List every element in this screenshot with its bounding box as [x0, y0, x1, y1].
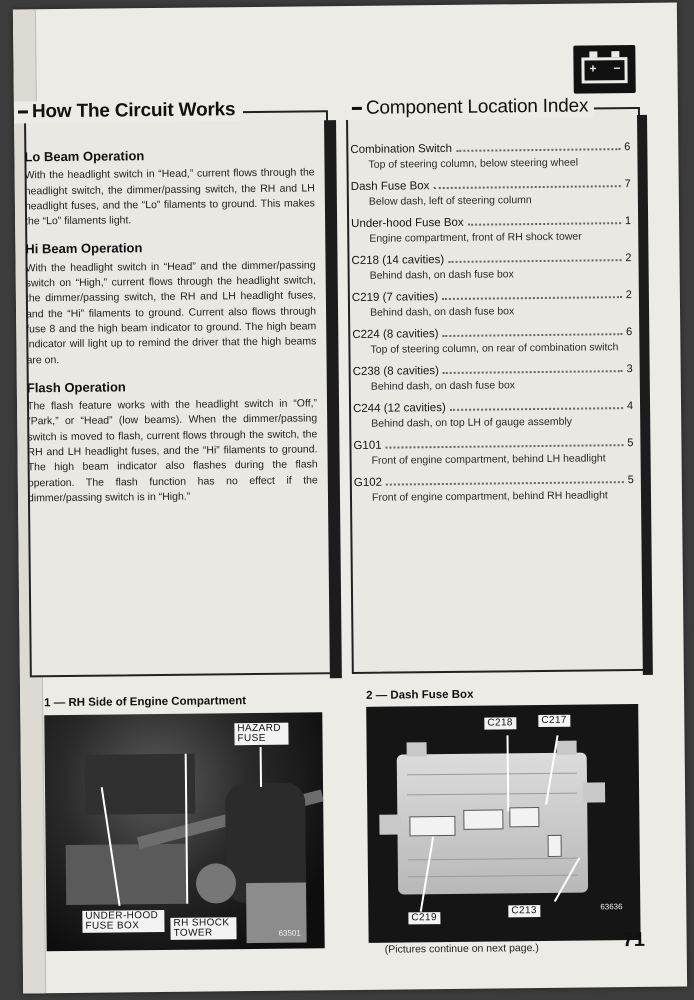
index-description: Behind dash, on dash fuse box: [370, 379, 516, 393]
index-figure-number: 5: [627, 437, 634, 450]
manual-page: [13, 3, 687, 994]
index-description: Behind dash, on top LH of gauge assembly: [371, 415, 573, 430]
connector-c218: [463, 809, 503, 829]
index-name: C238 (8 cavities): [352, 365, 440, 378]
circuit-title: How The Circuit Works: [14, 99, 244, 123]
index-item: [351, 178, 631, 209]
index-figure-number: 3: [626, 363, 633, 376]
section-heading-hi-beam: Hi Beam Operation: [25, 240, 143, 257]
index-name: G101: [353, 439, 382, 452]
index-item: [352, 326, 632, 357]
index-description: Top of steering column, on rear of combination switch: [370, 341, 619, 356]
index-figure-number: 2: [625, 289, 632, 302]
engine-compartment-photo: [44, 712, 324, 951]
index-name: C218 (14 cavities): [351, 254, 445, 267]
figure-1-code: 63501: [278, 928, 301, 938]
c217-label: C217: [538, 715, 570, 727]
index-item: [354, 474, 634, 505]
index-figure-number: 5: [627, 474, 634, 487]
c213-label: C213: [508, 905, 540, 917]
section-heading-lo-beam: Lo Beam Operation: [24, 148, 145, 165]
index-description: Top of steering column, below steering wheel: [368, 156, 579, 171]
circuit-content: [24, 146, 318, 518]
index-figure-number: 7: [624, 178, 631, 191]
dash-fuse-box-photo: [366, 704, 640, 943]
index-title: Component Location Index: [346, 95, 595, 120]
index-figure-number: 6: [626, 326, 633, 339]
index-name: Dash Fuse Box: [350, 180, 430, 193]
index-item: [353, 437, 633, 468]
index-item: [351, 252, 631, 283]
index-item: [353, 400, 633, 431]
connector-c219: [409, 816, 455, 836]
page-number: 71: [622, 928, 646, 952]
continued-caption: (Pictures continue on next page.): [384, 942, 539, 956]
figure-2-code: 63636: [600, 902, 623, 912]
index-name: C219 (7 cavities): [351, 291, 439, 304]
index-name: G102: [353, 476, 383, 489]
section-heading-flash: Flash Operation: [26, 379, 126, 396]
index-name: C244 (12 cavities): [353, 401, 446, 415]
battery-icon: + −: [573, 45, 635, 94]
rh-shock-tower-label: RH SHOCK TOWER: [170, 917, 236, 940]
index-name: C224 (8 cavities): [352, 328, 439, 341]
hazard-fuse-label: HAZARD FUSE: [234, 723, 288, 746]
index-description: Front of engine compartment, behind RH headlight: [371, 489, 608, 504]
connector-c213: [548, 835, 562, 857]
index-list: [350, 141, 634, 514]
index-description: Behind dash, on dash fuse box: [369, 268, 514, 282]
index-name: Combination Switch: [350, 142, 453, 156]
c219-label: C219: [408, 912, 440, 924]
index-figure-number: 6: [624, 141, 631, 154]
underhood-fuse-box-label: UNDER-HOOD FUSE BOX: [82, 910, 164, 933]
index-figure-number: 2: [625, 252, 632, 265]
index-description: Front of engine compartment, behind LH headlight: [371, 452, 606, 467]
index-item: [351, 215, 631, 246]
index-item: [350, 141, 630, 172]
section-text-lo-beam: With the headlight switch in “Head,” current flows through the headlight switch, the dimmer/passing switch, the RH and LH headlight fuses, and the “Lo” filaments to ground. This makes the “Lo” filaments light.: [24, 166, 315, 228]
index-item: [353, 363, 633, 394]
figure-2-title: 2 — Dash Fuse Box: [366, 688, 474, 702]
section-text-hi-beam: With the headlight switch in “Head” and the dimmer/passing switch on “High,” current flows through the headlight switch, the dimmer/passing switch, the RH and LH headlight fuses, and the “Hi” filaments to ground. Current also flows through fuse 8 and the high beam indicator to ground. The high beam indicator will light up to remind the driver that the high beams are on.: [25, 259, 317, 366]
index-figure-number: 1: [624, 215, 632, 228]
section-text-flash: The flash feature works with the headlight switch in “Off,” “Park,” or “Head” (low beams). When the dimmer/passing switch is moved to flash, current flows through the switch, the RH and LH headlight fuses, and the “Hi” filaments to ground. The high beam indicator also flashes during the flash operation. The flash function has no effect if the dimmer/passing switch is in “High.”: [26, 397, 318, 505]
connector-c217: [509, 807, 539, 827]
index-name: Under-hood Fuse Box: [351, 216, 464, 230]
figure-1-title: 1 — RH Side of Engine Compartment: [44, 695, 247, 710]
index-item: [352, 289, 632, 320]
index-figure-number: 4: [626, 400, 634, 413]
index-description: Below dash, left of steering column: [368, 194, 532, 208]
c218-label: C218: [484, 717, 516, 729]
index-description: Engine compartment, front of RH shock tower: [369, 230, 582, 245]
index-description: Behind dash, on dash fuse box: [369, 305, 515, 319]
